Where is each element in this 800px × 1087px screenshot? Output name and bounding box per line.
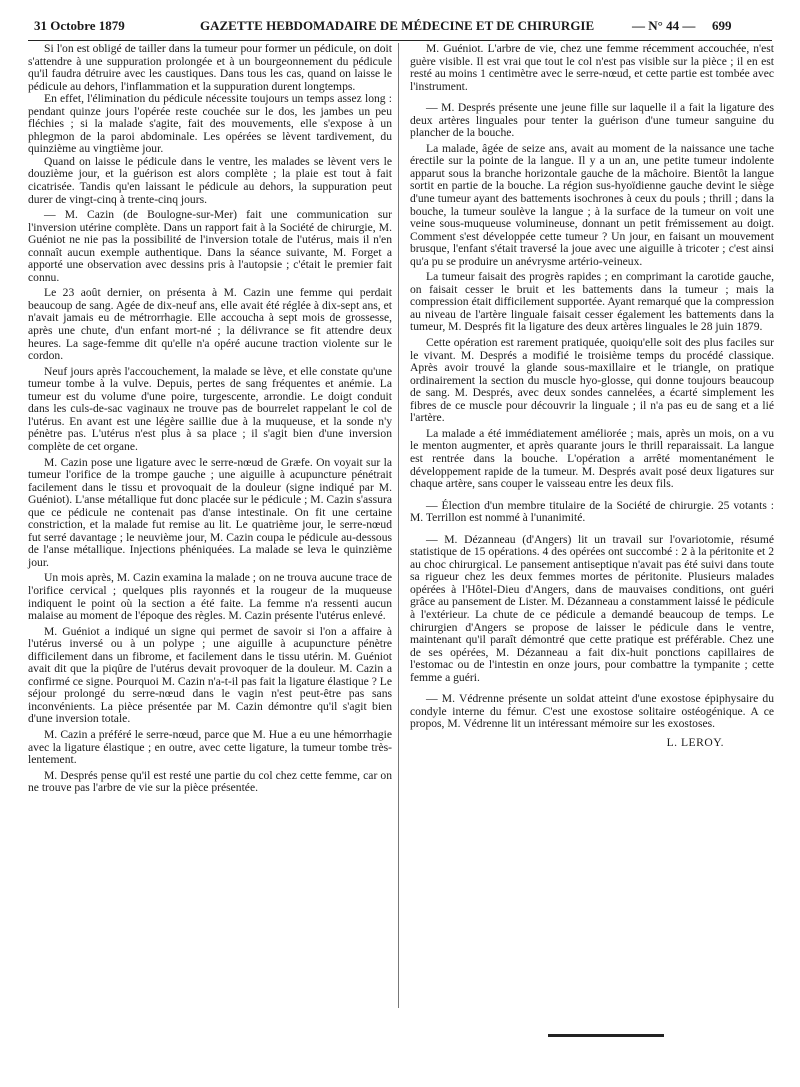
issue-number: — N° 44 — xyxy=(632,18,696,33)
left-column xyxy=(28,43,392,795)
page-header xyxy=(28,10,772,41)
paragraph: M. Cazin pose une ligature avec le serre-nœud de Græfe. On voyait sur la tumeur l'orifice de la trompe gauche ; une aiguille à acupuncture pénétrait facilement dans le tissu et provoquait de la douleur (signe indiqué par M. Guéniot). L'anse métallique fut donc placée sur le pédicule ; M. Cazin s'assura que ce pédicule ne contenait pas d'anse intestinale. On fit une certaine constriction, et la malade fut remise au lit. Le quatrième jour, le serre-nœud fut serré davantage ; le neuvième jour, M. Cazin coupa le pédicule au-dessous de l'anse métallique. Injections phéniquées. La malade se leva le quinzième jour. xyxy=(28,455,392,569)
paragraph: Un mois après, M. Cazin examina la malade ; on ne trouva aucune trace de l'orifice cervical ; quelques plis rayonnés et la rougeur de la muqueuse indiquent le point où la section a été faite. La femme n'a ressenti aucun malaise au moment de l'époque des règles. M. Cazin présente l'utérus enlevé. xyxy=(28,571,392,623)
paragraph: — M. Védrenne présente un soldat atteint d'une exostose épiphysaire du condyle interne du fémur. C'est une exostose solitaire ostéogénique. A ce propos, M. Védrenne lit un intéressant mémoire sur les exostoses. xyxy=(410,692,774,731)
paragraph: M. Guéniot a indiqué un signe qui permet de savoir si l'on a affaire à l'utérus inversé ou à un polype ; une aiguille à acupuncture pénètre difficilement dans un fibrome, et facilement dans le tissu utérin. M. Guéniot avait dit que la piqûre de l'utérus devait provoquer de la douleur. M. Cazin a confirmé ce signe. Pourquoi M. Cazin n'a-t-il pas fait la ligature élastique ? Le séjour prolongé du serre-nœud dans le vagin n'est peut-être pas sans inconvénients. La pièce présentée par M. Cazin démontre qu'il s'agit bien d'une inversion totale. xyxy=(28,624,392,726)
paragraph: La malade a été immédiatement améliorée ; mais, après un mois, on a vu le menton augmenter, et après quarante jours le thrill reparaissait. La langue est rentrée dans la bouche. L'opération a arrêté momentanément le développement rapide de la tumeur. M. Després avait posé deux ligatures sur chaque artère, sans couper le vaisseau entre les deux fils. xyxy=(410,426,774,491)
journal-title: GAZETTE HEBDOMADAIRE DE MÉDECINE ET DE CHIRURGIE xyxy=(200,18,595,33)
paragraph: M. Després pense qu'il est resté une partie du col chez cette femme, car on ne trouve pas l'arbre de vie sur la pièce présentée. xyxy=(28,768,392,795)
paragraph: M. Cazin a préféré le serre-nœud, parce que M. Hue a eu une hémorrhagie avec la ligature élastique ; en outre, avec cette ligature, la tumeur tombe très-lentement. xyxy=(28,727,392,767)
author-signature: L. LEROY. xyxy=(666,735,724,749)
paragraph: Neuf jours après l'accouchement, la malade se lève, et elle constate qu'une tumeur tombe à la vulve. Depuis, pertes de sang fréquentes et anémie. La tumeur est du volume d'une poire, turgescente, arrondie. Le doigt conduit dans les culs-de-sac vaginaux ne trouve pas de bourrelet rappelant le col de l'utérus. En avant est une légère saillie due à la muqueuse, et la sonde n'y pénètre pas. L'utérus n'est plus à sa place ; il s'agit bien d'une inversion complète de cet organe. xyxy=(28,364,392,453)
header-date: 31 Octobre 1879 xyxy=(34,18,125,33)
page-number: 699 xyxy=(712,18,732,33)
paragraph: La malade, âgée de seize ans, avait au moment de la naissance une tache érectile sur la pointe de la langue. Il y a un an, une petite tumeur indolente apparut sous la branche horizontale gauche de la mâchoire. Bientôt la langue sortit en partie de la bouche. La région sus-hyoïdienne gauche devint le siège d'une tumeur ayant des battements isochrones à ceux du pouls ; thrill ; dans la bouche, la tumeur soulève la langue ; à la surface de la tumeur on voit une veine sous-muqueuse volumineuse, donnant un petit frémissement au doigt. Comment s'est développée cette tumeur ? Un jour, en faisant un mouvement brusque, l'enfant s'était traversé la joue avec une aiguille à tricoter ; c'est ainsi qu'a pu se produire un anévrysme artério-veineux. xyxy=(410,141,774,268)
paragraph: M. Guéniot. L'arbre de vie, chez une femme récemment accouchée, n'est guère visible. Il est vrai que tout le col n'est pas visible sur la pièce ; il en est resté au moins 1 centimètre avec le serre-nœud, et cette partie est tombée avec l'instrument. xyxy=(410,42,774,93)
paragraph: — Élection d'un membre titulaire de la Société de chirurgie. 25 votants : M. Terrillon est nommé à l'unanimité. xyxy=(410,498,774,525)
paragraph: — M. Cazin (de Boulogne-sur-Mer) fait une communication sur l'inversion utérine complète. Dans un rapport fait à la Société de chirurgie, M. Guéniot ne nie pas la possibilité de l'inversion totale de l'utérus, mais il n'en connaît aucun exemple authentique. Dans la séance suivante, M. Forget a apporté une observation avec dessins pris à l'autopsie ; c'était le premier fait connu. xyxy=(28,208,392,284)
paragraph: Quand on laisse le pédicule dans le ventre, les malades se lèvent vers le douzième jour, et la guérison est alors complète ; la plaie est tout à fait cicatrisée. Tandis qu'en laissant le pédicule au dehors, la suppuration peut durer de vingt-cinq à trente-cinq jours. xyxy=(28,154,392,206)
paragraph: La tumeur faisait des progrès rapides ; en comprimant la carotide gauche, on faisait cesser le bruit et les battements dans la tumeur ; mais la compression était difficilement supportée. Ayant remarqué que la compression au niveau de l'artère linguale faisait cesser également les battements dans la tumeur, M. Després fit la ligature des deux artères linguales le 28 juin 1879. xyxy=(410,270,774,334)
paragraph: — M. Dézanneau (d'Angers) lit un travail sur l'ovariotomie, résumé statistique de 15 opérations. 4 des opérées ont succombé : 2 à la péritonite et 2 au choc chirurgical. Le pansement antiseptique n'avait pas été suivi dans toute sa rigueur chez les deux femmes mortes de péritonite. Plusieurs malades opérées à l'Hôtel-Dieu d'Angers, dans de mauvaises conditions, ont guéri grâce au pansement de Lister. M. Dézanneau a constamment laissé le pédicule à l'extérieur. La chute de ce pédicule a demandé beaucoup de temps. Le chirurgien d'Angers se propose de laisser le pédicule dans le ventre, maintenant qu'il paraît démontré que cette pratique est préférable. Chez une de ses opérées, M. Dézanneau a fait dix-huit ponctions capillaires de l'estomac ou de l'intestin en onze jours, pour combattre la tympanite ; cette femme a guéri. xyxy=(410,532,774,684)
paragraph: Cette opération est rarement pratiquée, quoiqu'elle soit des plus faciles sur le vivant. M. Després a modifié le troisième temps du procédé classique. Après avoir trouvé la glande sous-maxillaire et le triangle, on pratique ordinairement la section du muscle hyo-glosse, qui donne toujours beaucoup de sang. M. Després, avec deux sondes cannelées, a écarté simplement les fibres de ce muscle pour découvrir la linguale ; il n'a pas eu de sang et a lié l'artère. xyxy=(410,336,774,425)
column-divider xyxy=(398,43,399,1008)
end-rule xyxy=(548,1034,664,1037)
paragraph: Le 23 août dernier, on présenta à M. Cazin une femme qui perdait beaucoup de sang. Agée de dix-neuf ans, elle avait été réglée à dix-sept ans, et n'avait jamais eu de métrorrhagie. Elle accoucha à sept mois de grossesse, après une chute, d'un enfant mort-né ; la délivrance se fit attendre deux heures. La sage-femme dit qu'elle n'a opéré aucune traction violente sur le cordon. xyxy=(28,286,392,363)
right-column xyxy=(410,43,774,749)
paragraph: Si l'on est obligé de tailler dans la tumeur pour former un pédicule, on doit s'attendre à une suppuration prolongée et à un bourgeonnement du pédicule qu'il faudra détruire avec les caustiques. Dans tous les cas, quand on laisse le pédicule au dehors, l'inflammation et la suppuration durent longtemps. xyxy=(28,42,392,93)
paragraph: — M. Després présente une jeune fille sur laquelle il a fait la ligature des deux artères linguales pour tenter la guérison d'une tumeur sanguine du plancher de la bouche. xyxy=(410,101,774,140)
paragraph: En effet, l'élimination du pédicule nécessite toujours un temps assez long : pendant quinze jours l'opérée reste couchée sur le dos, les jambes un peu fléchies ; si la malade s'agite, fait des mouvements, elle s'expose à un phlegmon de la paroi abdominale. Les opérées se lèvent tardivement, du quinzième au vingtième jour. xyxy=(28,92,392,156)
